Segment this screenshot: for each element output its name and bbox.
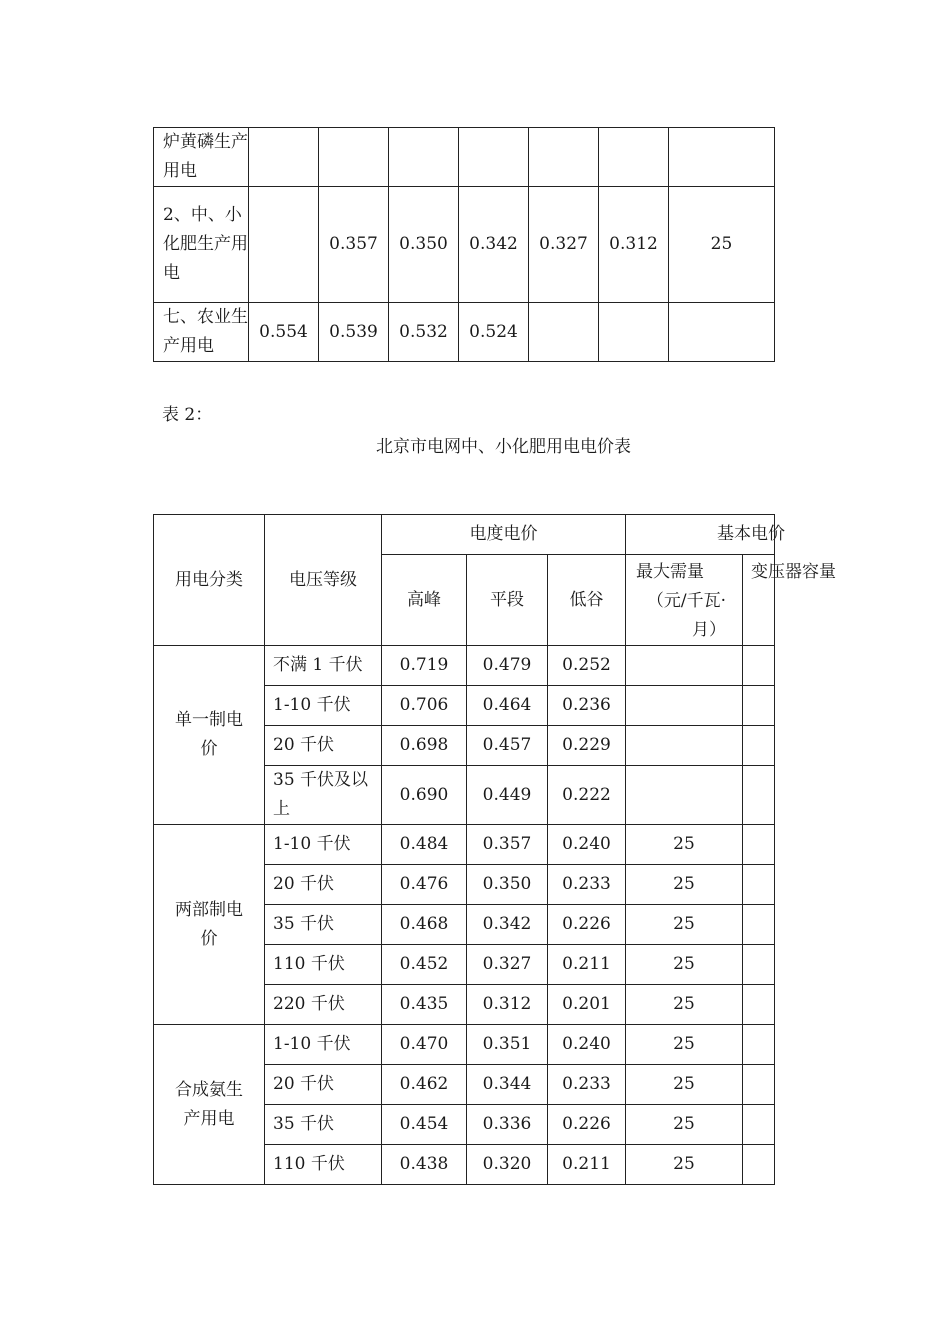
- voltage-cell: 1-10 千伏: [265, 1025, 382, 1065]
- header-peak: 高峰: [382, 555, 467, 646]
- table-cell: [249, 187, 319, 303]
- transformer-cell: [743, 865, 775, 905]
- transformer-cell: [743, 1145, 775, 1185]
- table-caption-label: 表 2：: [162, 405, 213, 425]
- table-row: [154, 646, 775, 686]
- header-max-demand: [626, 555, 743, 646]
- max-demand-cell: [626, 766, 743, 825]
- peak-price-cell: 0.470: [382, 1025, 467, 1065]
- voltage-cell: 不满 1 千伏: [265, 646, 382, 686]
- peak-price-cell: 0.435: [382, 985, 467, 1025]
- table-cell: [669, 303, 775, 362]
- flat-price-cell: 0.449: [467, 766, 548, 825]
- valley-price-cell: 0.226: [548, 905, 626, 945]
- voltage-cell: 20 千伏: [265, 726, 382, 766]
- category-cell: 合成氨生产用电: [154, 1025, 265, 1185]
- table-row: [154, 825, 775, 865]
- table-cell: 0.342: [459, 187, 529, 303]
- table-cell: 25: [669, 187, 775, 303]
- row-label: 2、中、小化肥生产用电: [154, 187, 249, 303]
- max-demand-cell: 25: [626, 985, 743, 1025]
- voltage-cell: 35 千伏及以上: [265, 766, 382, 825]
- transformer-cell: [743, 726, 775, 766]
- transformer-cell: [743, 1025, 775, 1065]
- peak-price-cell: 0.454: [382, 1105, 467, 1145]
- valley-price-cell: 0.240: [548, 1025, 626, 1065]
- flat-price-cell: 0.312: [467, 985, 548, 1025]
- valley-price-cell: 0.233: [548, 865, 626, 905]
- table-row: [154, 1025, 775, 1065]
- flat-price-cell: 0.336: [467, 1105, 548, 1145]
- header-transformer-text: 变压器容量: [751, 562, 836, 582]
- transformer-cell: [743, 985, 775, 1025]
- transformer-cell: [743, 686, 775, 726]
- valley-price-cell: 0.226: [548, 1105, 626, 1145]
- table-cell: 0.357: [319, 187, 389, 303]
- voltage-cell: 1-10 千伏: [265, 825, 382, 865]
- table-2: [153, 514, 836, 1185]
- table-title: 北京市电网中、小化肥用电电价表: [376, 437, 631, 457]
- peak-price-cell: 0.719: [382, 646, 467, 686]
- flat-price-cell: 0.327: [467, 945, 548, 985]
- header-valley: 低谷: [548, 555, 626, 646]
- valley-price-cell: 0.229: [548, 726, 626, 766]
- peak-price-cell: 0.452: [382, 945, 467, 985]
- table-cell: 0.350: [389, 187, 459, 303]
- table-cell: 0.539: [319, 303, 389, 362]
- header-energy-price: 电度电价: [382, 515, 626, 555]
- table-1: [153, 127, 775, 362]
- max-demand-cell: 25: [626, 1145, 743, 1185]
- flat-price-cell: 0.464: [467, 686, 548, 726]
- flat-price-cell: 0.351: [467, 1025, 548, 1065]
- table-cell: 0.524: [459, 303, 529, 362]
- header-flat: 平段: [467, 555, 548, 646]
- voltage-cell: 35 千伏: [265, 1105, 382, 1145]
- table-cell: [669, 128, 775, 187]
- voltage-cell: 1-10 千伏: [265, 686, 382, 726]
- flat-price-cell: 0.320: [467, 1145, 548, 1185]
- max-demand-cell: [626, 726, 743, 766]
- header-transformer: [743, 555, 836, 646]
- peak-price-cell: 0.462: [382, 1065, 467, 1105]
- flat-price-cell: 0.479: [467, 646, 548, 686]
- transformer-cell: [743, 766, 775, 825]
- header-basic-price-text: 基本电价: [717, 524, 785, 544]
- voltage-cell: 35 千伏: [265, 905, 382, 945]
- peak-price-cell: 0.690: [382, 766, 467, 825]
- table-row: [154, 187, 775, 303]
- table-cell: [459, 128, 529, 187]
- flat-price-cell: 0.342: [467, 905, 548, 945]
- max-demand-cell: [626, 686, 743, 726]
- max-demand-cell: 25: [626, 825, 743, 865]
- valley-price-cell: 0.201: [548, 985, 626, 1025]
- category-cell: 两部制电价: [154, 825, 265, 1025]
- table-cell: 0.554: [249, 303, 319, 362]
- transformer-cell: [743, 905, 775, 945]
- voltage-cell: 220 千伏: [265, 985, 382, 1025]
- header-voltage: 电压等级: [265, 515, 382, 646]
- valley-price-cell: 0.233: [548, 1065, 626, 1105]
- table-cell: [529, 128, 599, 187]
- table-cell: [599, 303, 669, 362]
- valley-price-cell: 0.236: [548, 686, 626, 726]
- category-cell: 单一制电价: [154, 646, 265, 825]
- valley-price-cell: 0.252: [548, 646, 626, 686]
- transformer-cell: [743, 1065, 775, 1105]
- voltage-cell: 110 千伏: [265, 1145, 382, 1185]
- valley-price-cell: 0.222: [548, 766, 626, 825]
- max-demand-cell: 25: [626, 945, 743, 985]
- transformer-cell: [743, 825, 775, 865]
- flat-price-cell: 0.350: [467, 865, 548, 905]
- header-max-demand-unit: （元/千瓦·月）: [646, 591, 726, 640]
- table-cell: [319, 128, 389, 187]
- peak-price-cell: 0.706: [382, 686, 467, 726]
- flat-price-cell: 0.357: [467, 825, 548, 865]
- header-basic-price: [626, 515, 785, 555]
- max-demand-cell: 25: [626, 905, 743, 945]
- max-demand-cell: 25: [626, 1065, 743, 1105]
- transformer-cell: [743, 646, 775, 686]
- table-cell: [529, 303, 599, 362]
- header-category: 用电分类: [154, 515, 265, 646]
- valley-price-cell: 0.211: [548, 945, 626, 985]
- max-demand-cell: 25: [626, 1105, 743, 1145]
- header-max-demand-label: 最大需量: [636, 562, 704, 582]
- table-row: [154, 128, 775, 187]
- table-cell: 0.532: [389, 303, 459, 362]
- peak-price-cell: 0.476: [382, 865, 467, 905]
- row-label: 炉黄磷生产用电: [154, 128, 249, 187]
- table-cell: [249, 128, 319, 187]
- table-row: [154, 303, 775, 362]
- flat-price-cell: 0.344: [467, 1065, 548, 1105]
- table-cell: [389, 128, 459, 187]
- peak-price-cell: 0.438: [382, 1145, 467, 1185]
- max-demand-cell: 25: [626, 1025, 743, 1065]
- valley-price-cell: 0.211: [548, 1145, 626, 1185]
- voltage-cell: 110 千伏: [265, 945, 382, 985]
- row-label: 七、农业生产用电: [154, 303, 249, 362]
- max-demand-cell: 25: [626, 865, 743, 905]
- table-cell: [599, 128, 669, 187]
- peak-price-cell: 0.468: [382, 905, 467, 945]
- header-row: [154, 515, 775, 555]
- table-cell: 0.312: [599, 187, 669, 303]
- peak-price-cell: 0.698: [382, 726, 467, 766]
- max-demand-cell: [626, 646, 743, 686]
- peak-price-cell: 0.484: [382, 825, 467, 865]
- voltage-cell: 20 千伏: [265, 865, 382, 905]
- valley-price-cell: 0.240: [548, 825, 626, 865]
- flat-price-cell: 0.457: [467, 726, 548, 766]
- transformer-cell: [743, 945, 775, 985]
- transformer-cell: [743, 1105, 775, 1145]
- voltage-cell: 20 千伏: [265, 1065, 382, 1105]
- table-cell: 0.327: [529, 187, 599, 303]
